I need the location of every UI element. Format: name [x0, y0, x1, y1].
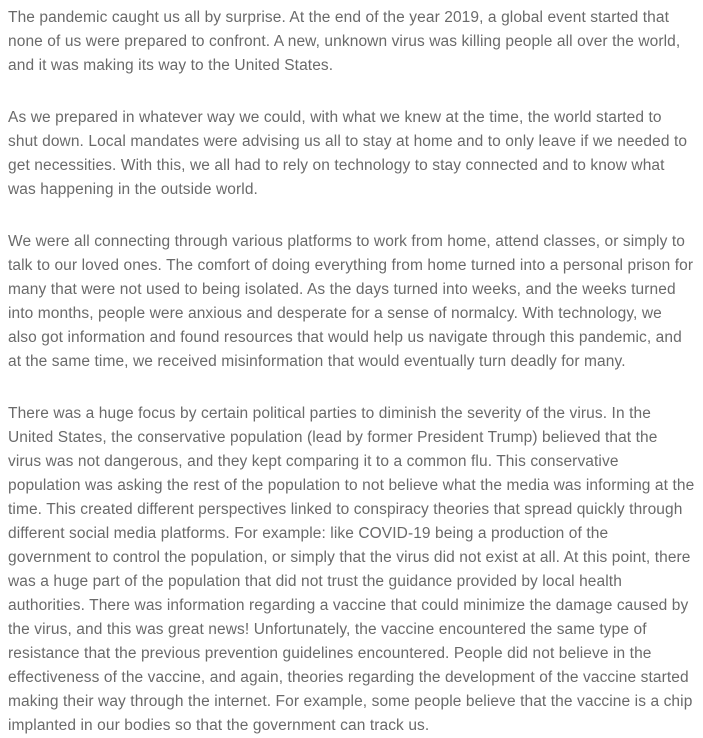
- paragraph-misinformation: There was a huge focus by certain political parties to diminish the severity of the virus. In the United States, the conservative population (lead by former President Trump) believed that the virus was not dangerous, and they kept comparing it to a common flu. This conservative population was asking the rest of the population to not believe what the media was informing at the time. This created different perspectives linked to conspiracy theories that spread quickly through different social media platforms. For example: like COVID-19 being a production of the government to control the population, or simply that the virus did not exist at all. At this point, there was a huge part of the population that did not trust the guidance provided by local health authorities. There was information regarding a vaccine that could minimize the damage caused by the virus, and this was great news! Unfortunately, the vaccine encountered the same type of resistance that the previous prevention guidelines encountered. People did not believe in the effectiveness of the vaccine, and again, theories regarding the development of the vaccine started making their way through the internet. For example, some people believe that the vaccine is a chip implanted in our bodies so that the government can track us.: [8, 405, 695, 734]
- paragraph-shutdown: As we prepared in whatever way we could, with what we knew at the time, the world started to shut down. Local mandates were advising us all to stay at home and to only leave if we needed to get necessities. With this, we all had to rely on technology to stay connected and to know what was happening in the outside world.: [8, 109, 688, 198]
- paragraph-technology: We were all connecting through various platforms to work from home, attend classes, or simply to talk to our loved ones. The comfort of doing everything from home turned into a personal prison for many that were not used to being isolated. As the days turned into weeks, and the weeks turned into months, people were anxious and desperate for a sense of normalcy. With technology, we also got information and found resources that would help us navigate through this pandemic, and at the same time, we received misinformation that would eventually turn deadly for many.: [8, 233, 694, 370]
- paragraph-intro: The pandemic caught us all by surprise. At the end of the year 2019, a global event started that none of us were prepared to confront. A new, unknown virus was killing people all over the world, and it was making its way to the United States.: [8, 9, 681, 74]
